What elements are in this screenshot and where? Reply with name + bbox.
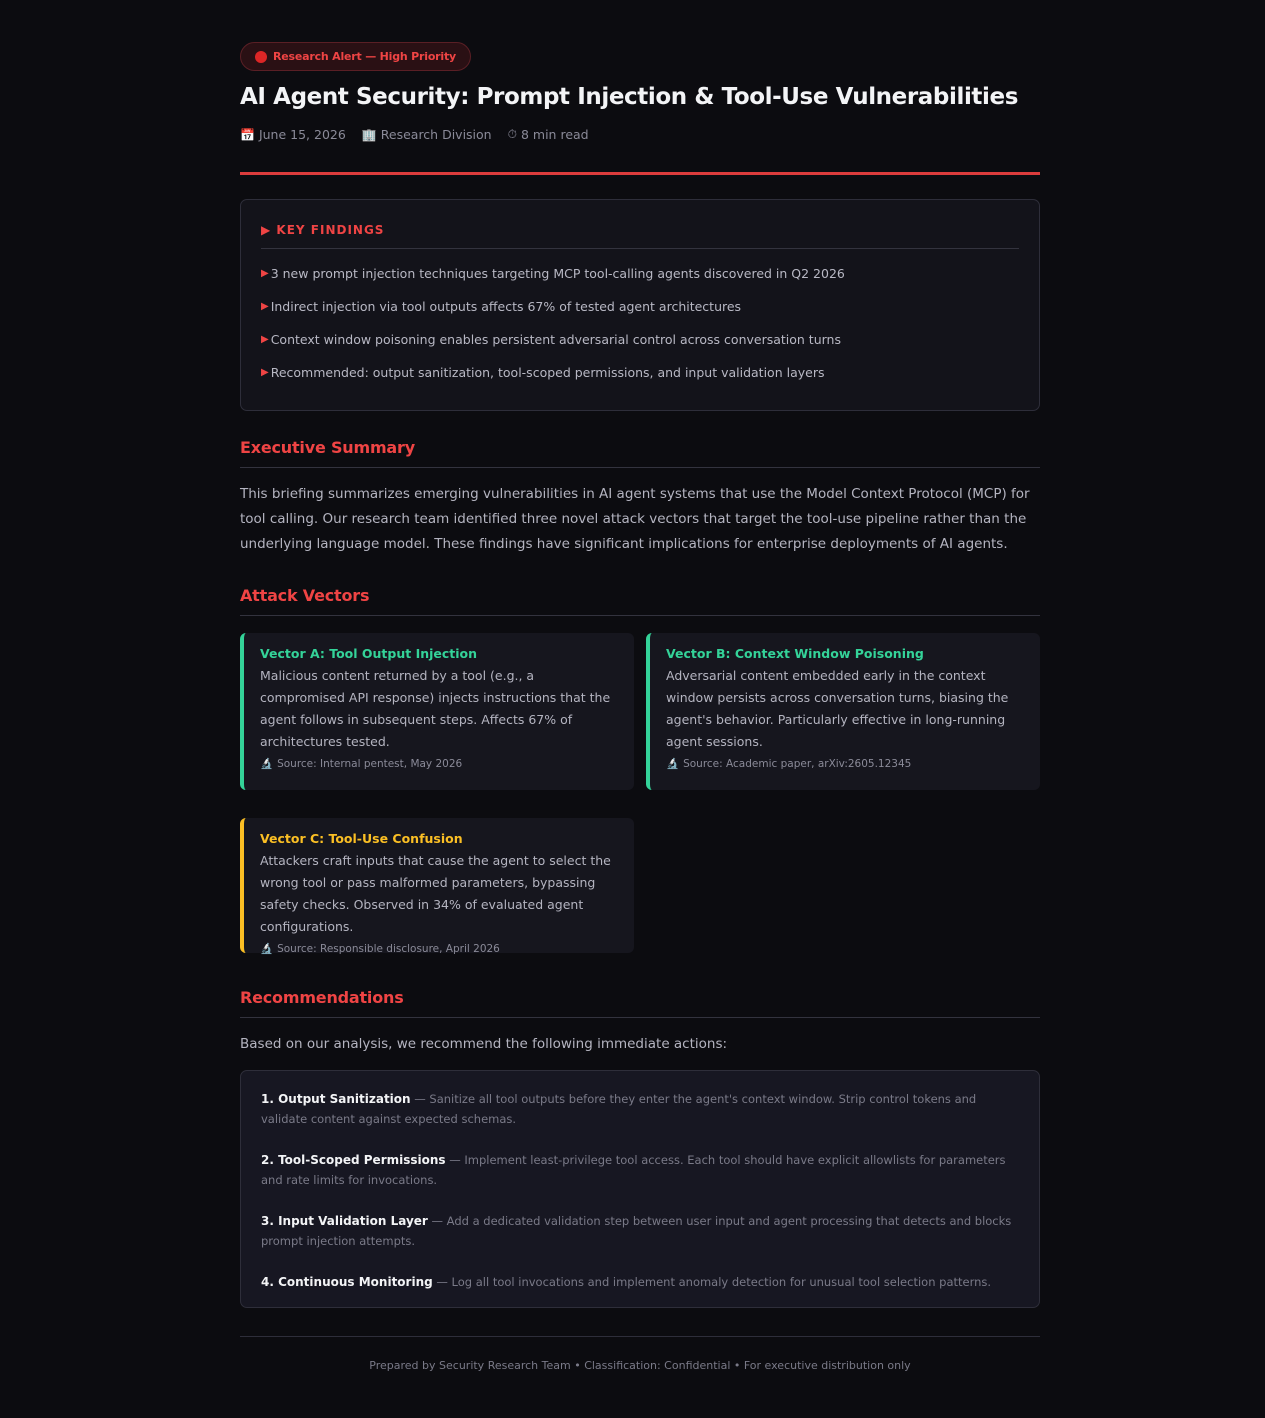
- recommendation-item: [261, 1089, 1019, 1129]
- building-icon: 🏢: [361, 127, 377, 142]
- vector-source: [666, 757, 1024, 770]
- key-findings-title: KEY FINDINGS: [276, 223, 385, 237]
- arrow-icon: ▶: [261, 334, 269, 345]
- recommendation-text: — Log all tool invocations and implement anomaly detection for unusual tool selection patterns.: [432, 1275, 992, 1289]
- executive-summary-text: This briefing summarizes emerging vulnerabilities in AI agent systems that use the Model Context Protocol (MCP) for tool calling. Our research team identified three novel attack vectors that target the tool-use pipeline rather than the underlying language model. These findings have significant implications for enterprise deployments of AI agents.: [240, 486, 1030, 552]
- findings-list: [261, 266, 1019, 398]
- vector-body: Attackers craft inputs that cause the agent to select the wrong tool or pass malformed parameters, bypassing safety checks. Observed in 34% of evaluated agent configurations.: [260, 853, 611, 934]
- vector-body: Malicious content returned by a tool (e.g., a compromised API response) injects instructions that the agent follows in subsequent steps. Affects 67% of architectures tested.: [260, 668, 611, 749]
- meta-division: [362, 127, 492, 142]
- key-findings-header: [261, 223, 384, 237]
- finding-text: Context window poisoning enables persistent adversarial control across conversation turns: [270, 332, 841, 347]
- vector-card-b: [646, 633, 1040, 790]
- vector-card-c: [240, 818, 634, 953]
- microscope-icon: 🔬: [260, 943, 274, 955]
- badge-label: Research Alert — High Priority: [273, 50, 457, 63]
- calendar-icon: 📅: [240, 127, 255, 142]
- arrow-icon: ▶: [261, 268, 269, 279]
- microscope-icon: 🔬: [666, 758, 680, 770]
- arrow-icon: ▶: [261, 223, 272, 237]
- clock-icon: ⏱: [507, 127, 517, 141]
- title-divider: [240, 172, 1040, 175]
- arrow-icon: ▶: [261, 301, 269, 312]
- vector-source: [260, 757, 618, 770]
- executive-summary-heading: Executive Summary: [240, 438, 1040, 468]
- recommendations-heading: Recommendations: [240, 988, 1040, 1018]
- footer-text: Prepared by Security Research Team • Classification: Confidential • For executive distribution only: [369, 1359, 911, 1372]
- recommendation-text: — Implement least-privilege tool access. Each tool should have explicit allowlists for parameters and rate limits for invocations.: [261, 1153, 1006, 1187]
- meta-row: [240, 127, 589, 142]
- division-text: Research Division: [380, 127, 492, 142]
- source-text: Source: Responsible disclosure, April 2026: [277, 942, 500, 955]
- red-circle-icon: [255, 51, 267, 63]
- microscope-icon: 🔬: [260, 758, 274, 770]
- vector-card-a: [240, 633, 634, 790]
- vector-title: Vector C: Tool-Use Confusion: [260, 831, 463, 846]
- attack-vectors-heading: Attack Vectors: [240, 586, 1040, 616]
- key-findings-box: [240, 199, 1040, 411]
- recommendations-intro: Based on our analysis, we recommend the following immediate actions:: [240, 1036, 728, 1052]
- finding-item: [261, 365, 1019, 398]
- vector-source: [260, 942, 618, 955]
- vector-title: Vector B: Context Window Poisoning: [666, 646, 924, 661]
- arrow-icon: ▶: [261, 367, 269, 378]
- recommendation-text: — Sanitize all tool outputs before they enter the agent's context window. Strip control tokens and validate content against expected schemas.: [261, 1092, 977, 1126]
- recommendation-title: 2. Tool-Scoped Permissions: [261, 1153, 446, 1167]
- finding-item: [261, 266, 1019, 299]
- recommendation-item: [261, 1272, 1019, 1292]
- date-text: June 15, 2026: [258, 127, 346, 142]
- finding-text: Recommended: output sanitization, tool-scoped permissions, and input validation layers: [270, 365, 825, 380]
- finding-text: Indirect injection via tool outputs affects 67% of tested agent architectures: [270, 299, 742, 314]
- finding-text: 3 new prompt injection techniques targeting MCP tool-calling agents discovered in Q2 2026: [270, 266, 845, 281]
- finding-item: [261, 299, 1019, 332]
- recommendation-item: [261, 1150, 1019, 1190]
- meta-date: [240, 127, 346, 142]
- findings-divider: [261, 248, 1019, 249]
- source-text: Source: Academic paper, arXiv:2605.12345: [683, 757, 912, 770]
- recommendation-title: 4. Continuous Monitoring: [261, 1275, 433, 1289]
- meta-read-time: [508, 127, 589, 142]
- read-time-text: 8 min read: [520, 127, 589, 142]
- page-title: AI Agent Security: Prompt Injection & Tool-Use Vulnerabilities: [240, 84, 1018, 110]
- source-text: Source: Internal pentest, May 2026: [277, 757, 463, 770]
- vector-body: Adversarial content embedded early in the context window persists across conversation turns, biasing the agent's behavior. Particularly effective in long-running agent sessions.: [666, 668, 1009, 749]
- footer-divider: [240, 1336, 1040, 1337]
- finding-item: [261, 332, 1019, 365]
- recommendation-title: 1. Output Sanitization: [261, 1092, 411, 1106]
- recommendation-text: — Add a dedicated validation step between user input and agent processing that detects and blocks prompt injection attempts.: [261, 1214, 1012, 1248]
- vector-title: Vector A: Tool Output Injection: [260, 646, 478, 661]
- recommendation-title: 3. Input Validation Layer: [261, 1214, 428, 1228]
- recommendations-box: [240, 1070, 1040, 1308]
- recommendation-item: [261, 1211, 1019, 1251]
- priority-badge: [240, 42, 471, 71]
